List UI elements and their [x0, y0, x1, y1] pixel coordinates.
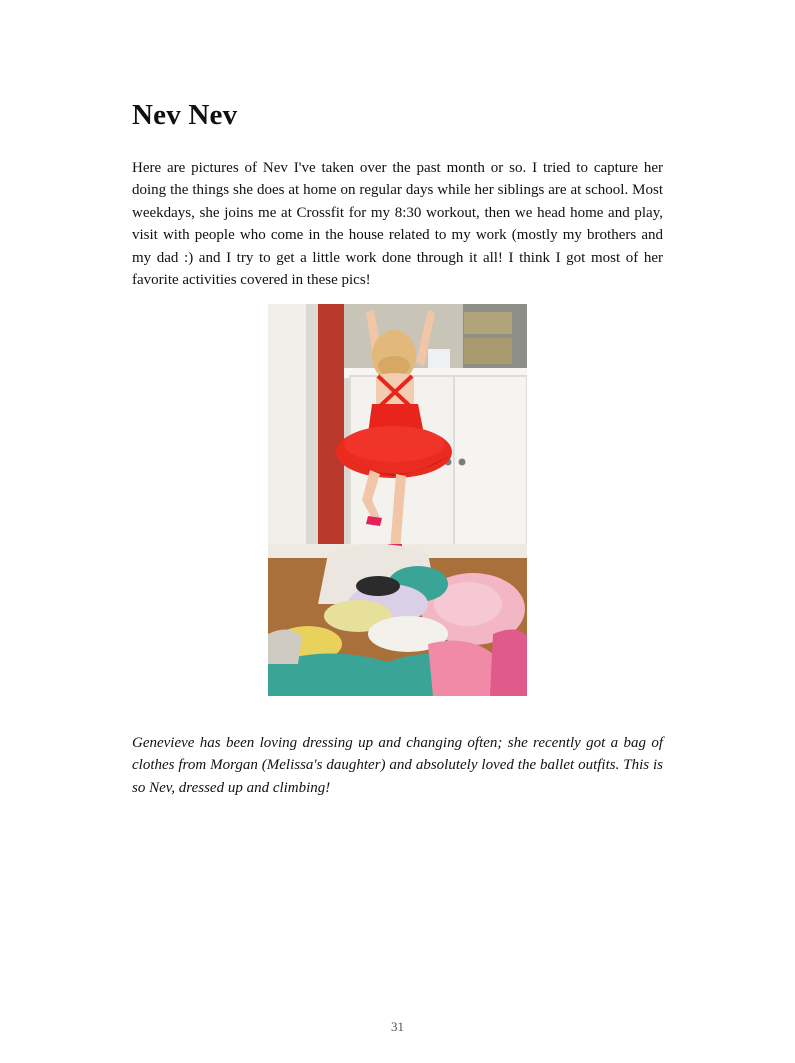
- page-title: Nev Nev: [132, 99, 238, 131]
- intro-paragraph: Here are pictures of Nev I've taken over the past month or so. I tried to capture her doing the things she does at home on regular days while her siblings are at school. Most weekdays, she joins me at Crossfit for my 8:30 workout, then we head home and play, visit with people who come in the house related to my work (mostly my brothers and my dad :) and I try to get a little work done through it all! I think I got most of her favorite activities covered in these pics!: [132, 160, 663, 289]
- page-number: 31: [391, 1019, 404, 1034]
- photo-caption: Genevieve has been loving dressing up and changing often; she recently got a bag of clothes from Morgan (Melissa's daughter) and absolutely loved the ballet outfits. This is so Nev, dressed up and climbing!: [132, 735, 663, 796]
- photo-girl-climbing: [268, 304, 527, 696]
